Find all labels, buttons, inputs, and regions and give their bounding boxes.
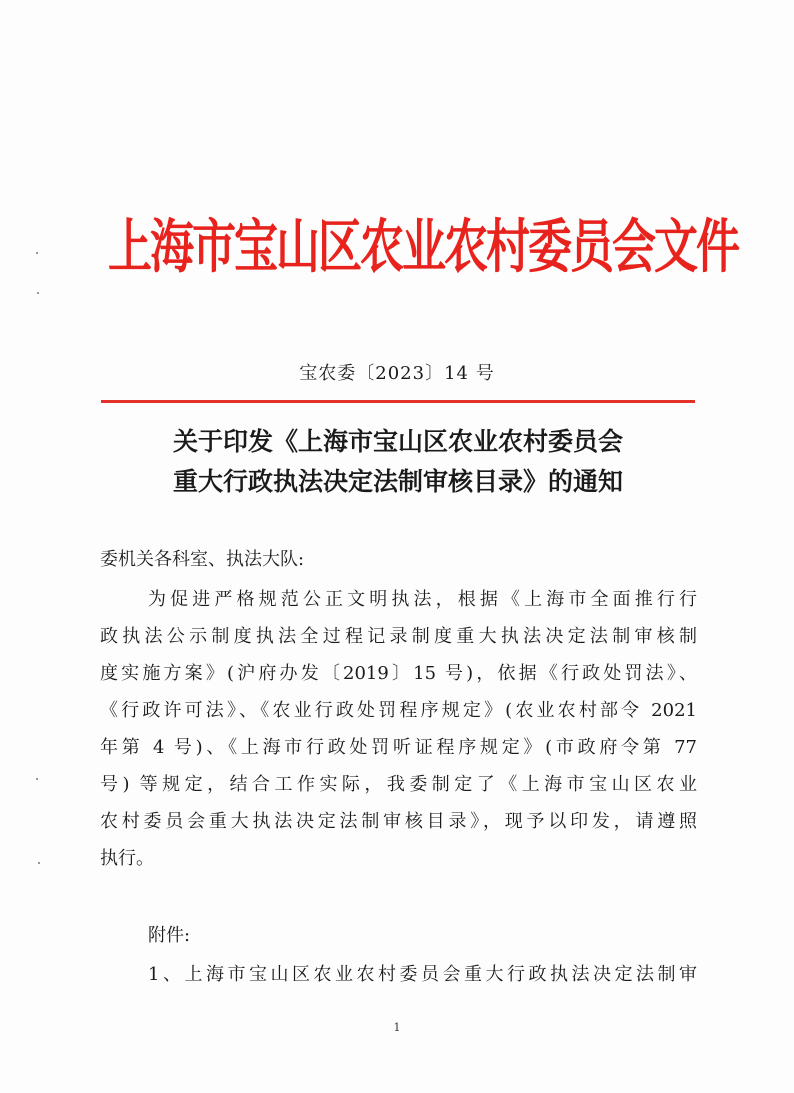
page-number: 1 (393, 1021, 401, 1034)
body-line-7: 农村委员会重大执法决定法制审核目录》，现予以印发，请遵照 (100, 811, 697, 832)
salutation: 委机关各科室、执法大队: (100, 549, 305, 570)
document-number: 宝农委〔2023〕14 号 (299, 363, 495, 384)
body-line-1: 为促进严格规范公正文明执法，根据《上海市全面推行行 (148, 589, 697, 610)
scan-speck (36, 252, 38, 254)
notice-title-line-1: 关于印发《上海市宝山区农业农村委员会 (172, 427, 623, 456)
notice-title (100, 422, 696, 502)
body-line-8: 执行。 (100, 848, 154, 869)
scan-speck (37, 292, 39, 294)
body-line-2: 政执法公示制度执法全过程记录制度重大执法决定法制审核制 (100, 626, 697, 647)
notice-title-line-2: 重大行政执法决定法制审核目录》的通知 (172, 467, 623, 496)
body-line-6: 号) 等规定，结合工作实际，我委制定了《上海市宝山区农业 (100, 774, 697, 795)
body-line-3: 度实施方案》(沪府办发〔2019〕15 号)，依据《行政处罚法》、 (100, 663, 697, 684)
attachment-label: 附件: (148, 925, 191, 946)
scan-speck (38, 862, 40, 864)
attachment-item-1: 1、上海市宝山区农业农村委员会重大行政执法决定法制审 (148, 964, 697, 985)
header-red-rule (101, 400, 695, 403)
scan-speck (36, 778, 38, 780)
issuer-header-title: 上海市宝山区农业农村委员会文件 (108, 213, 738, 281)
body-line-5: 年第 4 号)、《上海市行政处罚听证程序规定》(市政府令第 77 (100, 737, 697, 758)
body-line-4: 《行政许可法》、《农业行政处罚程序规定》(农业农村部令 2021 (100, 700, 697, 721)
